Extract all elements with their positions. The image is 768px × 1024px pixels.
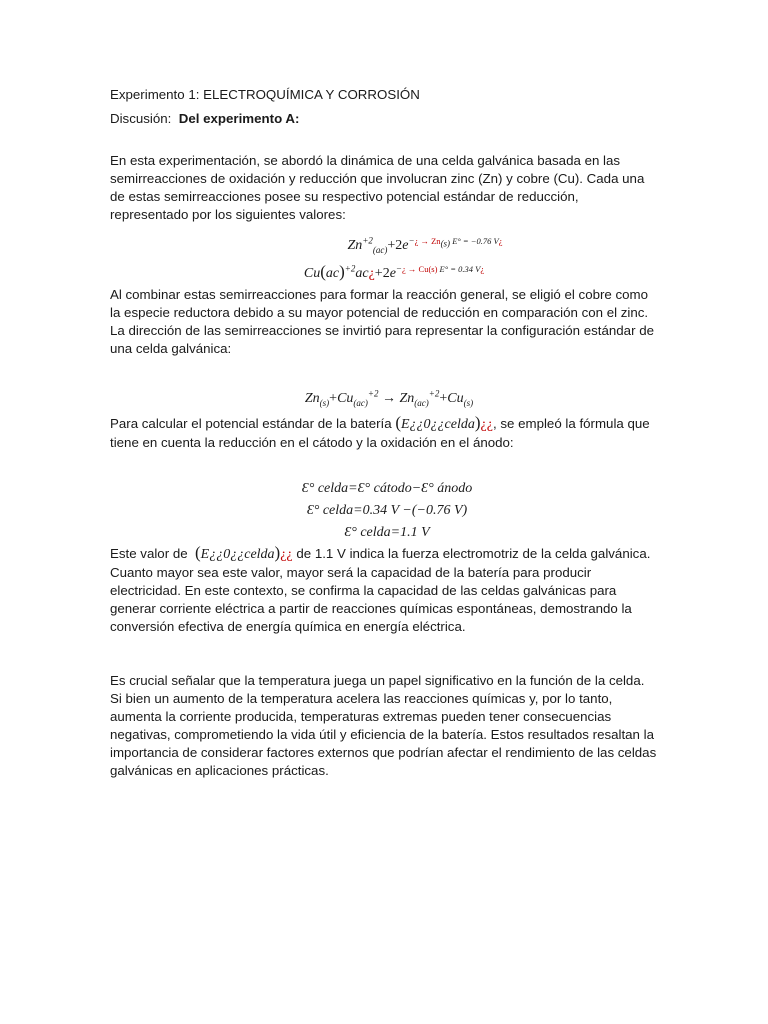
eq3-cu2-sub: (s) bbox=[463, 397, 474, 408]
eq1-potential: E° = −0.76 V bbox=[452, 236, 499, 246]
eq3-cu: Cu bbox=[337, 391, 354, 406]
equation-zinc-half-reaction bbox=[110, 232, 658, 258]
paragraph-emf bbox=[110, 544, 658, 636]
document-title: Experimento 1: ELECTROQUÍMICA Y CORROSIÓN bbox=[110, 87, 420, 102]
eq3-zn2-sub: (ac) bbox=[414, 397, 429, 408]
eq3-arrow: → bbox=[382, 391, 396, 406]
calculation-block bbox=[110, 478, 658, 544]
eq3-cu-sub: (ac) bbox=[353, 397, 368, 408]
p4-pre: Este valor de bbox=[110, 546, 188, 561]
eq1-electron-sup: − bbox=[408, 235, 415, 246]
eq2-arrow: ¿ → Cu(s) bbox=[402, 264, 438, 274]
p3-pre: Para calcular el potencial estándar de la batería bbox=[110, 416, 392, 431]
eq2-electron: e bbox=[389, 266, 396, 281]
eq1-plus: +2 bbox=[387, 238, 403, 253]
discussion-line bbox=[110, 110, 658, 128]
eq1-base: Zn bbox=[347, 238, 363, 253]
equation-copper-half-reaction: $Cu(ac)^{+2}ac¿+2e^{-¿ \to Cu(s) E^\circ = 0.34 V¿}$ bbox=[303, 262, 485, 281]
discussion-label: Discusión: bbox=[110, 111, 172, 126]
eq1-arrow-sub: (s) bbox=[440, 238, 451, 249]
discussion-heading: Del experimento A: bbox=[178, 111, 300, 126]
eq2-plus: +2 bbox=[374, 266, 390, 281]
eq2-ac: ac bbox=[355, 266, 369, 281]
paragraph-combination: Al combinar estas semirreacciones para formar la reacción general, se eligió el cobre como la especie reductora debido a su mayor potencial de reducción en comparación con el zinc. La dirección de las semirreacciones se invirtió para representar la configuración estándar de una celda galvánica: bbox=[110, 287, 654, 356]
eq3-cu2: Cu bbox=[447, 391, 464, 406]
eq3-cu-sup: +2 bbox=[367, 388, 379, 399]
eq3-zn2-sup: +2 bbox=[428, 388, 440, 399]
calc-line-2: Ɛ° celda=0.34 V −(−0.76 V) bbox=[306, 503, 468, 518]
calc-line-1: Ɛ° celda=Ɛ° cátodo−Ɛ° ánodo bbox=[301, 481, 473, 496]
paragraph-intro: En esta experimentación, se abordó la dinámica de una celda galvánica basada en las semirreacciones de oxidación y reducción que involucran zinc (Zn) y cobre (Cu). Cada una de estas semirreacciones posee su respectivo potencial estándar de reducción, representado por los siguientes valores: bbox=[110, 153, 645, 222]
eq1-charge: +2 bbox=[362, 235, 373, 246]
eq2-q: ¿ bbox=[368, 266, 375, 281]
eq1-arrow: ¿ → Zn bbox=[414, 236, 441, 246]
eq2-end: ¿ bbox=[480, 264, 485, 274]
eq3-plus2: + bbox=[439, 391, 448, 406]
equation-overall-reaction bbox=[110, 390, 658, 414]
eq3-zn2: Zn bbox=[399, 391, 415, 406]
eq1-phase: (ac) bbox=[372, 244, 388, 255]
p3-math: (E¿¿0¿¿celda)¿¿ bbox=[395, 413, 493, 432]
paragraph-temperature: Es crucial señalar que la temperatura juega un papel significativo en la función de la celda. Si bien un aumento de la temperatura acelera las reacciones químicas y, por lo tanto, aumenta la corriente producida, temperaturas extremas pueden tener consecuencias negativas, comprometiendo la vida útil y eficiencia de la batería. Estos resultados resaltan la importancia de considerar factores externos que podrían afectar el rendimiento de las celdas galvánicas en aplicaciones prácticas. bbox=[110, 673, 657, 778]
p4-post: de 1.1 V indica la fuerza electromotriz de la celda galvánica. Cuanto mayor sea este valor, mayor será la capacidad de la batería para producir electricidad. En este contexto, se confirma la capacidad de las celdas galvánicas para generar corriente eléctrica a partir de reacciones químicas espontáneas, demostrando la conversión efectiva de energía química en energía eléctrica. bbox=[110, 546, 651, 634]
eq2-phase-inner: ac bbox=[325, 266, 340, 281]
p4-math: (E¿¿0¿¿celda)¿¿ bbox=[195, 543, 293, 562]
eq2-potential: E° = 0.34 V bbox=[439, 264, 481, 274]
eq3-plus1: + bbox=[329, 391, 338, 406]
eq1-electron: e bbox=[402, 238, 409, 253]
document-page bbox=[110, 86, 658, 780]
eq2-electron-sup: − bbox=[395, 263, 402, 274]
calc-line-3: Ɛ° celda=1.1 V bbox=[344, 525, 430, 540]
paragraph-calculation bbox=[110, 414, 658, 452]
p3-post: , se empleó la fórmula que tiene en cuenta la reducción en el cátodo y la oxidación en el ánodo: bbox=[110, 416, 650, 450]
eq2-base: Cu bbox=[303, 266, 321, 281]
eq3-zn-sub: (s) bbox=[319, 397, 330, 408]
eq1-end: ¿ bbox=[498, 236, 503, 246]
eq2-charge: +2 bbox=[344, 263, 356, 274]
eq3-zn: Zn bbox=[304, 391, 320, 406]
